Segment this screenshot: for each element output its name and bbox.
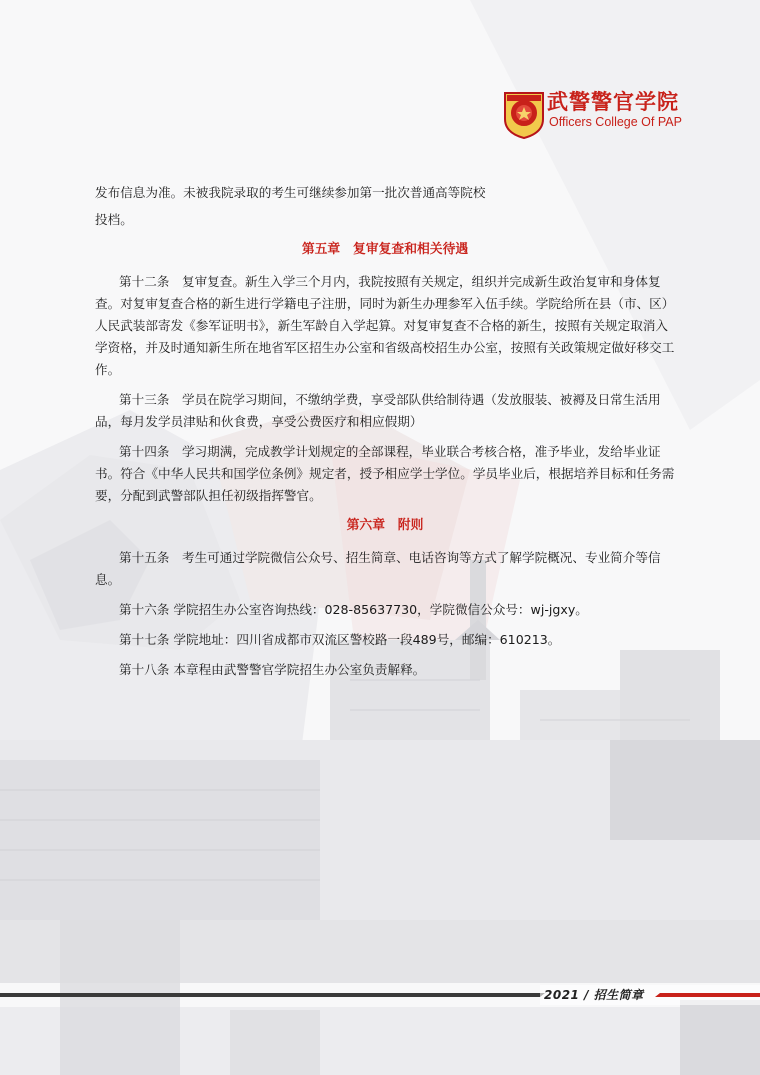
article-14: 第十四条 学习期满，完成教学计划规定的全部课程，毕业联合考核合格，准予毕业，发给毕业证书。符合《中华人民共和国学位条例》规定者，授予相应学士学位。学员毕业后，根据培养目标和任务需要，分配到武警部队担任初级指挥警官。	[95, 444, 675, 503]
logo-english-name: Officers College Of PAP	[549, 115, 682, 129]
footer-bar	[0, 983, 760, 1007]
article-12: 第十二条 复审复查。新生入学三个月内，我院按照有关规定，组织并完成新生政治复审和身体复查。对复审复查合格的新生进行学籍电子注册，同时为新生办理参军入伍手续。学院给所在县（市、区）人民武装部寄发《参军证明书》，新生军龄自入学起算。对复审复查不合格的新生，按照有关规定取消入学资格，并及时通知新生所在地省军区招生办公室和省级高校招生办公室，按照有关政策规定做好移交工作。	[95, 274, 675, 377]
article-15: 第十五条 考生可通过学院微信公众号、招生简章、电话咨询等方式了解学院概况、专业简介等信息。	[95, 550, 661, 587]
footer-label: 2021 / 招生简章	[544, 988, 644, 1002]
document-body	[95, 182, 675, 689]
logo-chinese-name: 武警警官学院	[547, 89, 679, 114]
article-17: 第十七条 学院地址：四川省成都市双流区警校路一段489号，邮编：610213。	[119, 632, 561, 647]
article-13: 第十三条 学员在院学习期间，不缴纳学费，享受部队供给制待遇（发放服装、被褥及日常生活用品，每月发学员津贴和伙食费，享受公费医疗和相应假期）	[95, 392, 661, 429]
intro-line-2: 投档。	[95, 212, 133, 227]
intro-line-1: 发布信息为准。未被我院录取的考生可继续参加第一批次普通高等院校	[95, 185, 486, 200]
chapter-6-title: 第六章 附则	[346, 518, 424, 533]
article-18: 第十八条 本章程由武警警官学院招生办公室负责解释。	[119, 662, 426, 677]
chapter-5-title: 第五章 复审复查和相关待遇	[301, 242, 469, 257]
article-16: 第十六条 学院招生办公室咨询热线：028-85637730，学院微信公众号：wj-jgxy。	[119, 602, 588, 617]
